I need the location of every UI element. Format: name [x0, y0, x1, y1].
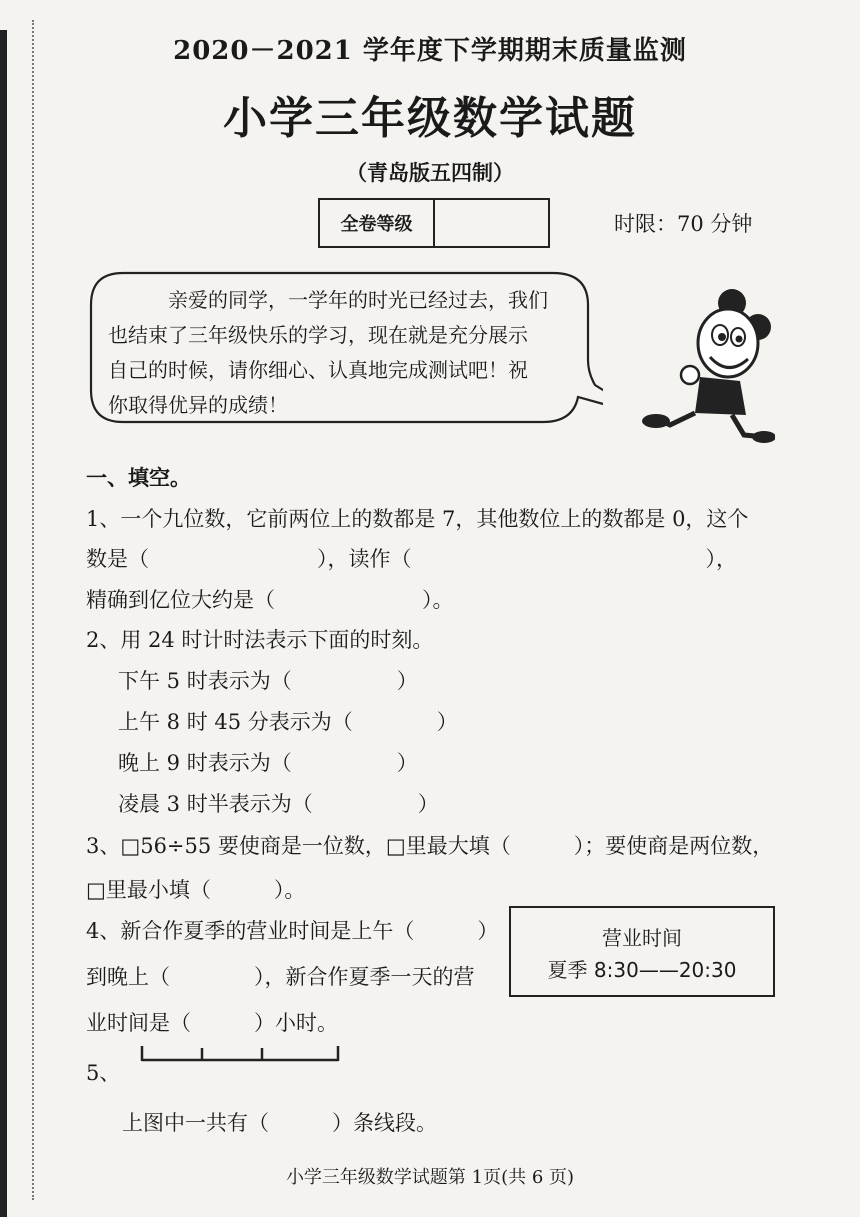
q2-item: 上午 8 时 45 分表示为（ ） [118, 710, 458, 734]
q2-item: 下午 5 时表示为（ ） [118, 669, 418, 693]
q1-line: 数是（ ），读作（ ）， [86, 547, 737, 571]
q3-line: □里最小填（ ）。 [86, 878, 306, 902]
intro-line: 你取得优异的成绩！ [108, 393, 288, 417]
binding-bar [0, 30, 7, 1217]
grade-value-field[interactable] [435, 200, 548, 246]
q5-question: 上图中一共有（ ）条线段。 [122, 1111, 437, 1135]
grade-box [318, 198, 550, 248]
q1-line: 精确到亿位大约是（ ）。 [86, 588, 454, 612]
intro-line: 自己的时候，请你细心、认真地完成测试吧！祝 [108, 358, 528, 382]
time-limit: 时限：70 分钟 [614, 212, 753, 236]
q4-line: 到晚上（ ），新合作夏季一天的营 [86, 965, 475, 989]
page-footer: 小学三年级数学试题第 1页(共 6 页) [285, 1167, 575, 1188]
cartoon-mascot-icon [640, 285, 775, 445]
q5-number: 5、 [86, 1061, 121, 1085]
edition-label: （青岛版五四制） [346, 160, 514, 185]
q3-line: 3、□56÷55 要使商是一位数，□里最大填（ ）；要使商是两位数， [86, 834, 774, 858]
exam-subtitle: 2020－2021 学年度下学期期末质量监测 [173, 36, 687, 66]
q2-stem: 2、用 24 时计时法表示下面的时刻。 [86, 628, 434, 652]
q1-line: 1、一个九位数，它前两位上的数都是 7，其他数位上的数都是 0，这个 [86, 507, 749, 531]
grade-label: 全卷等级 [320, 200, 435, 246]
binding-dotted-line [32, 20, 34, 1200]
business-hours-title: 营业时间 [602, 926, 682, 950]
business-hours-summer: 夏季 8:30——20:30 [547, 958, 737, 982]
q2-item: 晚上 9 时表示为（ ） [118, 751, 418, 775]
exam-title: 小学三年级数学试题 [223, 93, 637, 144]
q2-item: 凌晨 3 时半表示为（ ） [118, 792, 439, 816]
line-segment-figure [140, 1043, 340, 1063]
intro-line: 亲爱的同学，一学年的时光已经过去，我们 [168, 288, 548, 312]
intro-line: 也结束了三年级快乐的学习，现在就是充分展示 [108, 323, 528, 347]
intro-text [108, 283, 578, 423]
business-hours-box [509, 906, 775, 997]
q4-line: 业时间是（ ）小时。 [86, 1011, 338, 1035]
q4-line: 4、新合作夏季的营业时间是上午（ ） [86, 919, 499, 943]
section-heading: 一、填空。 [86, 465, 191, 490]
